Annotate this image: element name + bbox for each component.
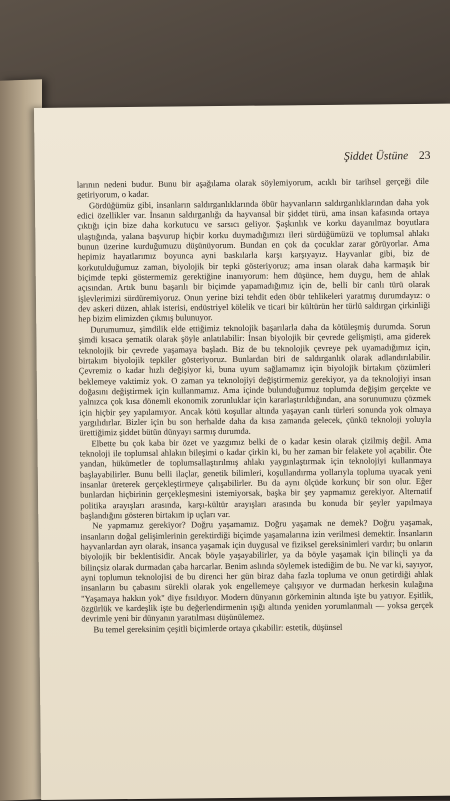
book-page bbox=[34, 104, 450, 800]
paragraph: Durumumuz, şimdilik elde ettiğimiz teknolojik başarılarla daha da kötüleşmiş durumda. Sorun şimdi kısaca şematik olarak şöyle anlatılabilir: İnsan biyolojik bir çevrede gelişmişti, ama giderek teknolojik bir çevrede yaşamaya başladı. Biz de bu teknolojik çevreye pek uyamadığımız için, birtakım biyolojik tepkiler gösteriyoruz. Bunlardan biri de saldırganlık olarak adlandırılabilir. Çevremiz o kadar hızlı değişiyor ki, buna uyum sağlamamız için biyolojik birtakım çözümleri beklemeye vaktimiz yok. O zaman ya teknolojiyi değiştirmemiz gerekiyor, ya da teknolojiyi insan doğasını değiştirmek için kullanmamız. Ama içinde bulunduğumuz toplumda değişim gerçekte ve yalnızca çok kısa dönemli ekonomik zorunluklar için kararlaştırıldığından, ana sorunumuzu çözmek için hiçbir şey yapılamıyor. Ancak kötü koşullar altında yaşayan canlı türleri sonunda yok olmaya yargılıdırlar. Bizler için bu son herhalde daha da kısa zamanda gelecek, çünkü teknoloji yoluyla ürettiğimiz şiddet bütün dünyayı sarmış durumda. bbox=[78, 320, 432, 438]
paragraph: Gördüğümüz gibi, insanların saldırganlıklarında öbür hayvanların saldırganlıklarından daha yok edici özellikler var. İnsanın saldırganlığı da hayvansal bir şiddet türü, ama insan kafasında ortaya çıktığı için bize daha korkutucu ve sarsıcı geliyor. Şaşkınlık ve korku dayanılmaz boyutlara ulaştığında, yalana başvurup hiçbir korku duymadığımızı ileri sürdüğümüzü ve toplumsal ahlakı bunun üzerine kurduğumuzu düşünüyorum. Bundan en çok da çocuklar zarar görüyorlar. Ama hepimiz hayatlarımız boyunca ayni baskılarla karşı karşıyayız. Hayvanlar gibi, biz de korkutulduğumuz zaman, biyolojik bir tepki gösteriyoruz; ama insan olarak daha karmaşık bir biçimde tepki göstermemiz gerektiğine inanıyorum: hem düşünce, hem duygu, hem de ahlak açısından. Artık bunu başarılı bir biçimde yapamadığımız için de, belli bir canlı türü olarak işlevlerimizi sürdüremiyoruz. Onun yerine bizi tehdit eden öbür tehlikeleri yaratmış durumdayız: o dev askeri düzen, ahlak isterisi, endüstriyel kölelik ve ticari bir kültürün her türlü saldırgan çirkinliği hep bizim elimizden çıkmış bulunuyor. bbox=[77, 196, 431, 325]
paragraph: Elbette bu çok kaba bir özet ve yazgımız belki de o kadar kesin olarak çizilmiş değil. Ama teknoloji ile toplumsal ahlakın bileşimi o kadar çirkin ki, bu her zaman bir felakete yol açabilir. Öte yandan, hükümetler de toplumsallaştırılmış ahlakı yaygınlaştırmak için teknolojiyi kullanmaya başlayabilirler. Bunu belli ilaçlar, genetik bilimleri, koşullandırma yollarıyla topluma uyacak yeni insanlar üreterek gerçekleştirmeye çalışabilirler. Bu da aynı ölçüde korkunç bir son olur. Eğer bunlardan hiçbirinin gerçekleşmesini istemiyorsak, başka bir şey yapmamız gerekiyor. Alternatif politika arayışları arasında, karşı-kültür arayışları arasında bu konuda bir şeyler yapılmaya başlandığını gösteren birtakım ip uçları var. bbox=[79, 434, 433, 521]
paragraph: Bu temel gereksinim çeşitli biçimlerde ortaya çıkabilir: estetik, düşünsel bbox=[93, 621, 343, 635]
body-text bbox=[77, 176, 434, 635]
page-number: 23 bbox=[418, 149, 431, 162]
paragraph: larının nedeni budur. Bunu bir aşağılama olarak söylemiyorum, acıklı bir tarihsel gerçeği dile getiriyorum, o kadar. bbox=[76, 175, 429, 200]
running-head bbox=[344, 150, 431, 163]
paragraph: Ne yapmamız gerekiyor? Doğru yaşamamız. Doğru yaşamak ne demek? Doğru yaşamak, insanların doğal gelişimlerinin gerektirdiği biçimde yaşamalarına izin verilmesi demektir. İnsanların hayvanlardan ayrı olarak, insanca yaşamak için duygusal ve fiziksel gereksinimleri vardır; bu onların biyolojik bir beklentisidir. Ancak böyle yaşayabilirler, ya da böyle yaşamak için bilinçli ya da bilinçsiz olarak durmadan çaba harcarlar. Benim aslında söylemek istediğim de bu. Ne var ki, sayıyor, ayni toplumun teknolojisi de bu direnci her gün biraz daha fazla topluma ve onun getirdiği ahlak insanların bu çabasını sürekli olarak yok engellemeye çalışıyor ve durmadan herkesin kulağına "Yaşamaya hakkın yok" diye fısıldıyor. Modern dünyanın görkeminin altında işte bu yatıyor. Eşitlik, özgürlük ve kardeşlik işte bu değerlendirmenin ışığı altında yeniden yorumlanmalı — yoksa gerçek devrimle yeni bir dünyanın yaratılması düşünülemez. bbox=[80, 517, 434, 624]
running-title: Şiddet Üstüne bbox=[343, 150, 409, 163]
